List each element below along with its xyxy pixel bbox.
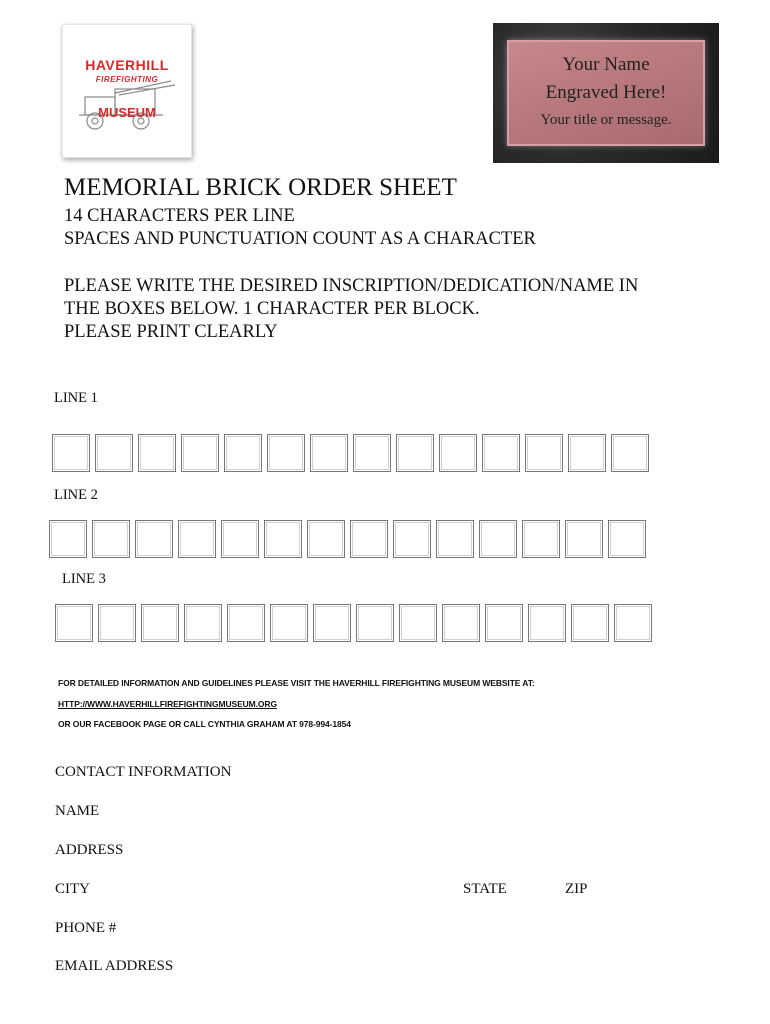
brick-text-line3: Your title or message.	[540, 112, 672, 128]
line1-character-box[interactable]	[310, 434, 348, 472]
line3-character-box[interactable]	[614, 604, 652, 642]
line2-character-boxes	[49, 520, 646, 558]
email-field-label: EMAIL ADDRESS	[55, 958, 174, 974]
line1-character-box[interactable]	[611, 434, 649, 472]
contact-heading: CONTACT INFORMATION	[55, 764, 232, 780]
line3-character-box[interactable]	[528, 604, 566, 642]
city-field-label: CITY	[55, 881, 90, 897]
contact-phone-info: OR OUR FACEBOOK PAGE OR CALL CYNTHIA GRAHAM AT 978-994-1854	[58, 719, 351, 729]
line1-character-boxes	[52, 434, 649, 472]
line2-character-box[interactable]	[608, 520, 646, 558]
line3-character-box[interactable]	[184, 604, 222, 642]
line3-character-box[interactable]	[485, 604, 523, 642]
line2-character-box[interactable]	[436, 520, 474, 558]
line3-character-box[interactable]	[356, 604, 394, 642]
engraved-brick	[507, 40, 705, 146]
line3-character-box[interactable]	[141, 604, 179, 642]
line2-character-box[interactable]	[565, 520, 603, 558]
state-field-label: STATE	[463, 881, 507, 897]
instruction-line: PLEASE WRITE THE DESIRED INSCRIPTION/DEDICATION/NAME IN	[64, 276, 639, 296]
line2-label: LINE 2	[54, 487, 98, 503]
line3-character-box[interactable]	[98, 604, 136, 642]
line3-character-box[interactable]	[571, 604, 609, 642]
line1-character-box[interactable]	[181, 434, 219, 472]
brick-text-line2: Engraved Here!	[545, 82, 667, 103]
brick-text-line1: Your Name	[562, 54, 650, 75]
line1-character-box[interactable]	[482, 434, 520, 472]
instruction-line: PLEASE PRINT CLEARLY	[64, 322, 278, 342]
line2-character-box[interactable]	[479, 520, 517, 558]
line2-character-box[interactable]	[350, 520, 388, 558]
phone-field-label: PHONE #	[55, 920, 117, 936]
line2-character-box[interactable]	[522, 520, 560, 558]
line3-character-box[interactable]	[442, 604, 480, 642]
line3-label: LINE 3	[62, 571, 106, 587]
page-title: MEMORIAL BRICK ORDER SHEET	[64, 174, 457, 201]
line2-character-box[interactable]	[221, 520, 259, 558]
brick-sample-photo	[493, 23, 719, 163]
info-text: FOR DETAILED INFORMATION AND GUIDELINES PLEASE VISIT THE HAVERHILL FIREFIGHTING MUSEUM WEBSITE AT:	[58, 678, 535, 688]
line1-label: LINE 1	[54, 390, 98, 406]
line2-character-box[interactable]	[393, 520, 431, 558]
characters-per-line-note: 14 CHARACTERS PER LINE	[64, 206, 295, 226]
line1-character-box[interactable]	[95, 434, 133, 472]
line1-character-box[interactable]	[138, 434, 176, 472]
line1-character-box[interactable]	[525, 434, 563, 472]
line3-character-box[interactable]	[55, 604, 93, 642]
line3-character-boxes	[55, 604, 652, 642]
line2-character-box[interactable]	[178, 520, 216, 558]
line2-character-box[interactable]	[307, 520, 345, 558]
line3-character-box[interactable]	[399, 604, 437, 642]
line3-character-box[interactable]	[227, 604, 265, 642]
line1-character-box[interactable]	[353, 434, 391, 472]
instruction-line: THE BOXES BELOW. 1 CHARACTER PER BLOCK.	[64, 299, 480, 319]
line1-character-box[interactable]	[267, 434, 305, 472]
address-field-label: ADDRESS	[55, 842, 124, 858]
line2-character-box[interactable]	[92, 520, 130, 558]
line2-character-box[interactable]	[135, 520, 173, 558]
spaces-punctuation-note: SPACES AND PUNCTUATION COUNT AS A CHARACTER	[64, 229, 536, 249]
line2-character-box[interactable]	[49, 520, 87, 558]
logo-text-firefighting: FIREFIGHTING	[95, 75, 159, 84]
line3-character-box[interactable]	[313, 604, 351, 642]
line1-character-box[interactable]	[439, 434, 477, 472]
museum-website-link[interactable]: HTTP://WWW.HAVERHILLFIREFIGHTINGMUSEUM.ORG	[58, 699, 277, 709]
name-field-label: NAME	[55, 803, 100, 819]
line2-character-box[interactable]	[264, 520, 302, 558]
line1-character-box[interactable]	[52, 434, 90, 472]
logo-text-haverhill: HAVERHILL	[85, 57, 169, 73]
line1-character-box[interactable]	[568, 434, 606, 472]
line1-character-box[interactable]	[396, 434, 434, 472]
logo-text-museum: MUSEUM	[98, 105, 156, 120]
line1-character-box[interactable]	[224, 434, 262, 472]
museum-logo	[62, 24, 192, 158]
line3-character-box[interactable]	[270, 604, 308, 642]
zip-field-label: ZIP	[565, 881, 588, 897]
